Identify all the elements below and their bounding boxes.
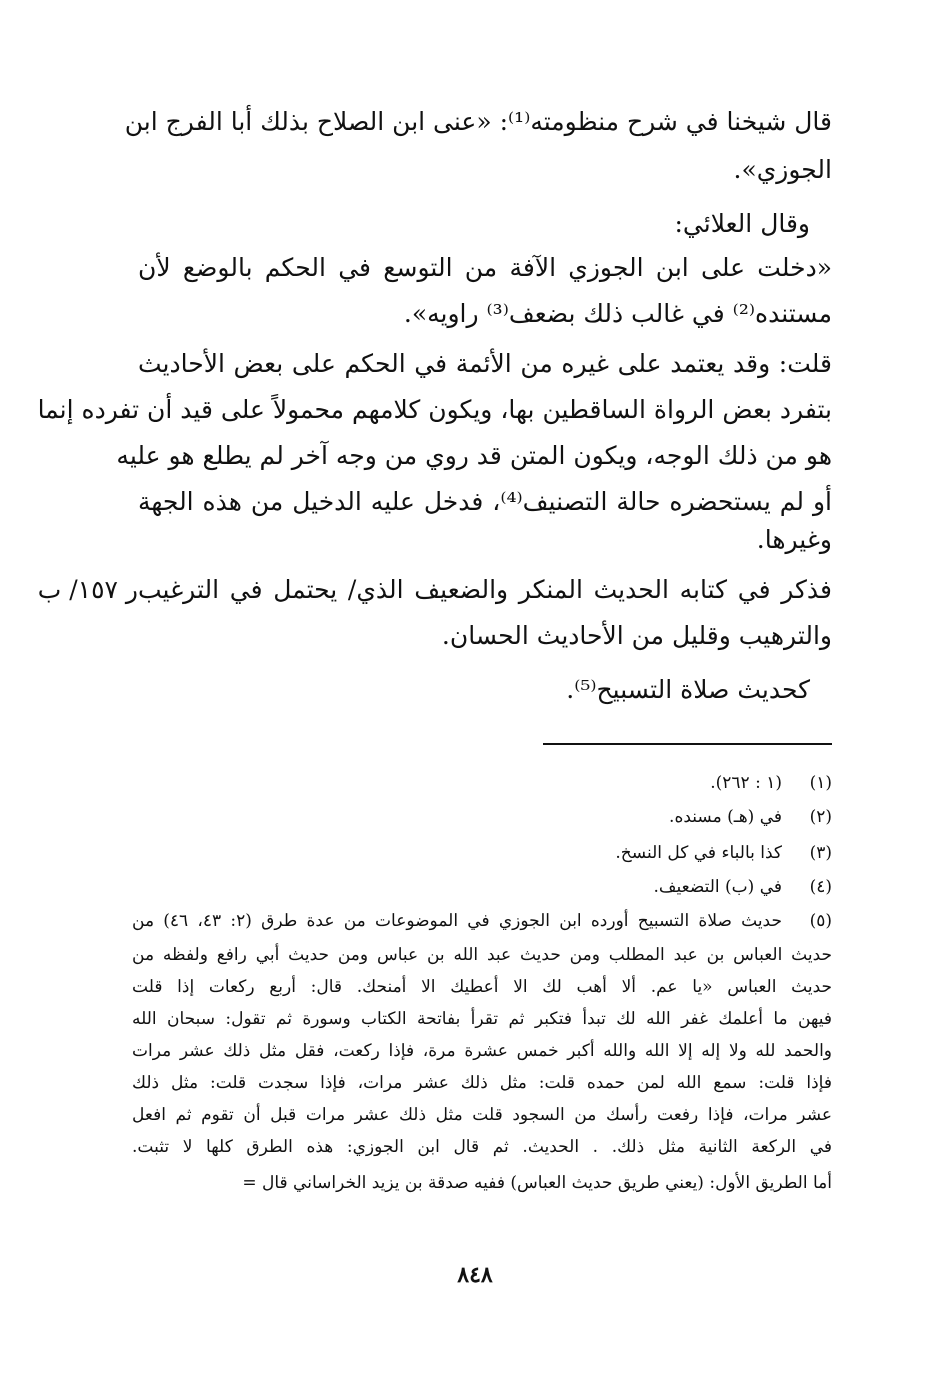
main-text-line: الجوزي». [733,155,832,184]
footnote-text: حديث صلاة التسبيح أورده ابن الجوزي في الموضوعات من عدة طرق (٢: ٤٣، ٤٦) من [132,911,782,931]
footnote-number: (١) [809,773,832,793]
main-text-line: مستنده⁽²⁾ في غالب ذلك بضعف⁽³⁾ راويه». [403,299,832,328]
main-text-line: وقال العلائي: [674,209,810,238]
footnote-text: في (ب) التضعيف. [653,877,782,897]
footnote-continuation-line: عشر مرات، فإذا رفعت رأسك من السجود قلت مثل ذلك عشر مرات قبل أن تقوم ثم افعل [132,1105,832,1125]
footnote-number: (٤) [809,877,832,897]
footnote-continuation-line: فيهن ما أعلمك غفر الله لك تبدأ فتكبر ثم تقرأ بفاتحة الكتاب وسورة ثم تقول: سبحان الله [132,1009,832,1029]
footnote-row [132,904,832,938]
main-text-line: أو لم يستحضره حالة التصنيف⁽⁴⁾، فدخل عليه الدخيل من هذه الجهة [138,487,832,516]
main-text-line: قال شيخنا في شرح منظومته⁽¹⁾: «عنى ابن الصلاح بذلك أبا الفرج ابن [124,107,832,136]
footnote-continuation-line: أما الطريق الأول: (يعني طريق حديث العباس) ففيه صدقة بن يزيد الخراساني قال = [242,1173,832,1193]
footnote-row [132,766,832,800]
main-text-line: بتفرد بعض الرواة الساقطين بها، ويكون كلامهم محمولاً على قيد أن تفرده إنما [37,395,832,424]
main-text-line: وغيرها. [756,525,832,554]
footnote-continuation-line: فإذا قلت: سمع الله لمن حمده قلت: مثل ذلك عشر مرات، فإذا سجدت قلت: مثل ذلك [132,1073,832,1093]
footnote-row [132,836,832,870]
main-text-line: «دخلت على ابن الجوزي الآفة من التوسع في الحكم بالوضع لأن [138,253,832,282]
main-text-line: قلت: وقد يعتمد على غيره من الأئمة في الحكم على بعض الأحاديث [138,349,832,378]
footnote-continuation-line: حديث العباس «يا عم. ألا أهب لك الا أعطيك الا أمنحك. قال: أربع ركعات إذا قلت [132,977,832,997]
footnote-number: (٢) [809,807,832,827]
footnote-row [132,800,832,834]
footnote-text: كذا بالباء في كل النسخ. [615,843,782,863]
footnote-row [132,870,832,904]
footnote-text: (١ : ٢٦٢). [710,773,782,793]
footnote-separator [543,743,832,745]
footnote-continuation-line: والحمد لله ولا إله إلا الله والله أكبر خمس عشرة مرة، فإذا ركعت، فقل مثل ذلك عشر مرات [132,1041,832,1061]
margin-folio-note: ر ١٥٧/ ب [37,575,138,604]
main-text-line: هو من ذلك الوجه، ويكون المتن قد روي من وجه آخر لم يطلع هو عليه [116,441,832,470]
footnote-number: (٥) [809,911,832,931]
main-text-line: فذكر في كتابه الحديث المنكر والضعيف الذي/ يحتمل في الترغيب [138,575,832,604]
footnote-continuation-line: في الركعة الثانية مثل ذلك. . الحديث. ثم قال ابن الجوزي: هذه الطرق كلها لا تثبت. [132,1137,832,1157]
page-number: ٨٤٨ [457,1262,493,1288]
footnote-continuation-line: حديث العباس بن عبد المطلب ومن حديث عبد الله بن عباس ومن حديث أبي رافع ولفظه من [132,945,832,965]
footnote-number: (٣) [809,843,832,863]
footnote-text: في (هـ) مسنده. [669,807,782,827]
main-text-line: والترهيب وقليل من الأحاديث الحسان. [441,621,832,650]
main-text-line: كحديث صلاة التسبيح⁽⁵⁾. [566,675,810,704]
